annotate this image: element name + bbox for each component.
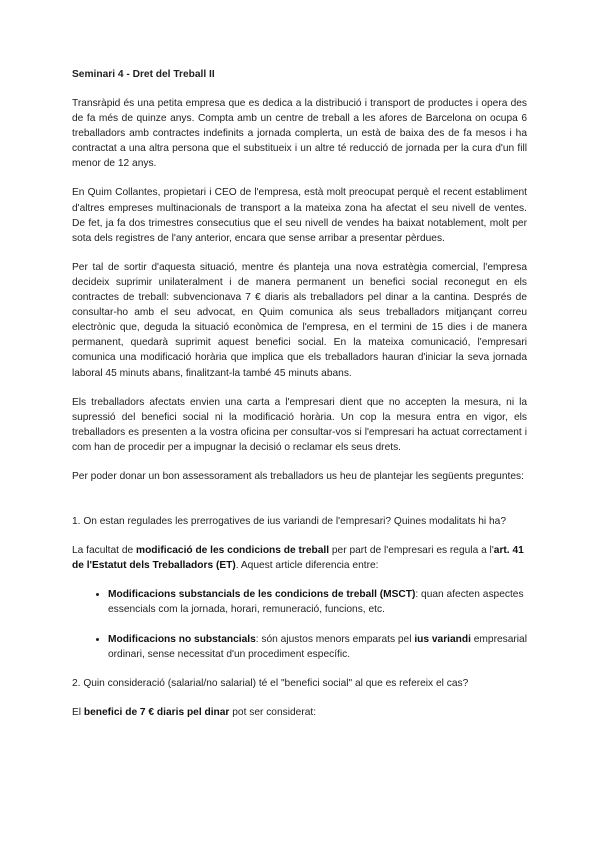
answer-1 [72,543,527,573]
answer-1-bold-b: art. 41 de l'Estatut dels Treballadors (ET) [72,545,524,572]
answer-2-text-a: El [72,706,84,718]
answer-2-text-b: pot ser considerat: [229,706,317,718]
paragraph-company-description: Transràpid és una petita empresa que es dedica a la distribució i transport de productes i opera des de fa més de quinze anys. Compta amb un centre de treball a les afores de Barcelona on ocupa 6 treballadors amb contractes indefinits a jornada complerta, un està de baixa des de fa mesos i ha contractat a una altra persona que el substitueix i un altre té reducció de jornada per la cura d'un fill menor de 12 anys. [72,98,527,170]
paragraph-measures: Per tal de sortir d'aquesta situació, mentre és planteja una nova estratègia comercial, l'empresa decideix suprimir unilateralment i de manera permanent un benefici social reconegut en els contractes de treball: subvencionava 7 € diaris als treballadors pel dinar a la cantina. Després de consultar-ho amb el seu advocat, en Quim comunica als seus treballadors mitjançant correu electrònic que, deguda la situació econòmica de l'empresa, en el termini de 15 dies i de manera permanent, quedarà suprimit aquest benefici social. En la mateixa comunicació, l'empresari comunica una modificació horària que implica que els treballadors hauran d'iniciar la seva jornada laboral 45 minuts abans, finalitzant-la també 45 minuts abans. [72,261,527,379]
answer-1-bold-a: modificació de les condicions de treball [136,545,330,557]
list-item-substantial-title: Modificacions substancials de les condicions de treball (MSCT) [108,589,416,601]
list-item-non-substantial-bold: ius variandi [414,633,471,645]
answer-2 [72,705,527,720]
modification-types-list [72,587,527,661]
answer-2-bold: benefici de 7 € diaris pel dinar [83,706,230,718]
question-2: 2. Quin consideració (salarial/no salarial) té el "benefici social" al que es refereix el cas? [72,677,469,689]
answer-1-text-c: . Aquest article diferencia entre: [235,560,379,572]
answer-1-text-b: per part de l'empresari es regula a l' [329,545,494,557]
document-title: Seminari 4 - Dret del Treball II [72,69,215,80]
list-item-non-substantial-text-b: empresarial ordinari, sense necessitat d'un procediment específic. [108,633,527,660]
list-item-substantial-text: : quan afecten aspectes essencials com la jornada, horari, remuneració, funcions, etc. [108,589,524,616]
document-page [72,68,527,734]
paragraph-workers-response: Els treballadors afectats envien una carta a l'empresari dient que no accepten la mesura, ni la supressió del benefici social ni la modificació horària. Un cop la mesura entra en vigor, els treballadors es presenten a la vostra oficina per consultar-vos si l'empresari ha actuat correctament i com han de procedir per a impugnar la decisió o reclamar els seus drets. [72,396,527,453]
list-item-non-substantial-title: Modificacions no substancials [108,633,256,645]
list-item-non-substantial-text-a: : són ajustos menors emparats pel [255,633,415,645]
paragraph-ceo-concern: En Quim Collantes, propietari i CEO de l'empresa, està molt preocupat perquè el recent establiment d'altres empreses multinacionals de transport a la mateixa zona ha afectat el seu nivell de ventes. De fet, ja fa dos trimestres consecutius que el seu nivell de vendes ha baixat notablement, molt per sota dels registres de l'any anterior, encara que sense arribar a presentar pèrdues. [72,187,527,244]
list-item-substantial [108,587,527,617]
answer-1-text-a: La facultat de [72,545,137,557]
question-1: 1. On estan regulades les prerrogatives de ius variandi de l'empresari? Quines modalitats hi ha? [72,516,507,528]
paragraph-questions-intro: Per poder donar un bon assessorament als treballadors us heu de plantejar les següents preguntes: [72,470,524,482]
list-item-non-substantial [108,632,527,662]
